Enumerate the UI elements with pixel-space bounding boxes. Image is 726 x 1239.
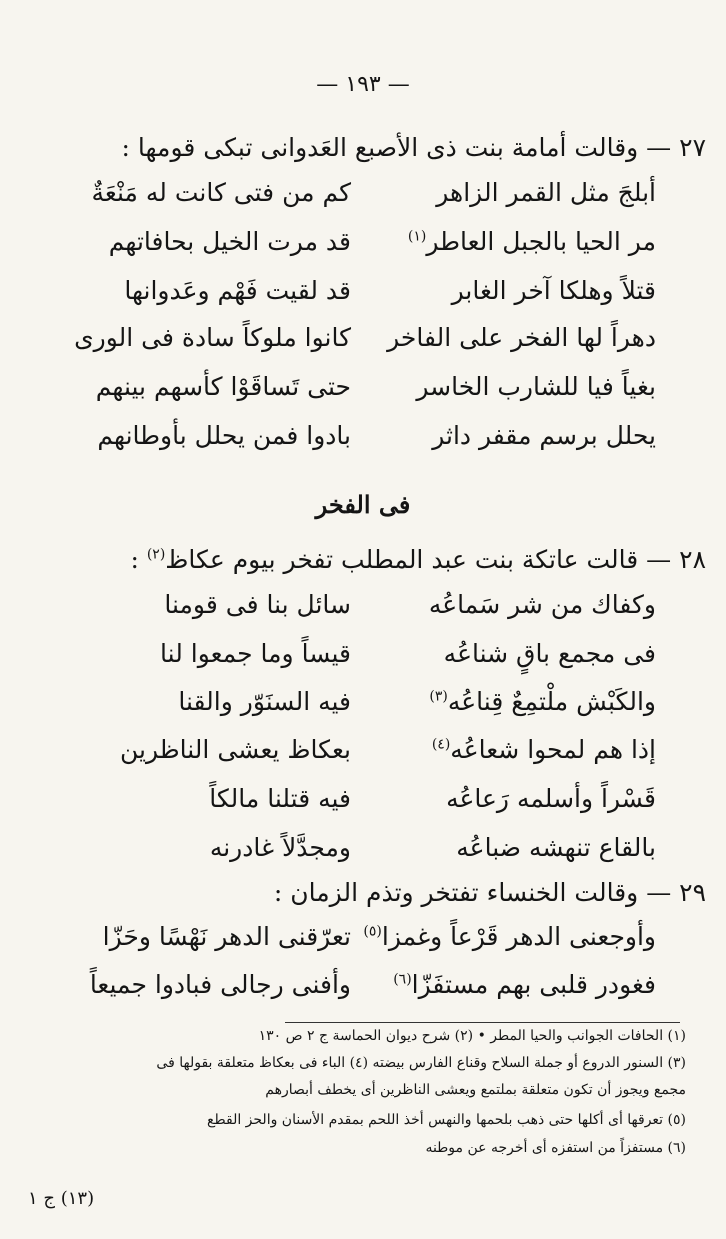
footnote-marker: (١): [407, 228, 427, 245]
verse-first-hemistich: فيه السنَوّر والقنا: [178, 687, 351, 716]
footnote-divider: [285, 1022, 680, 1023]
verse-second-hemistich-text: بغياً فيا للشارب الخاسر: [416, 372, 656, 401]
signature-mark: (١٣) ج ١: [28, 1188, 95, 1209]
footnote-line: (٣) السنور الدروع أو جملة السلاح وقناع الفارس بيضته (٤) الباء فى بعكاظ متعلقة بقولها فى: [156, 1055, 686, 1071]
verse-second-hemistich-text: بالقاع تنهشه ضباعُه: [456, 833, 656, 862]
poem-28-heading-colon: :: [130, 545, 147, 574]
footnote-marker: (٢): [146, 546, 166, 563]
verse-second-hemistich-text: إذا هم لمحوا شعاعُه: [450, 735, 656, 764]
poem-29-heading: ٢٩ — وقالت الخنساء تفتخر وتذم الزمان :: [273, 878, 706, 907]
footnote-line: (٥) تعرقها أى أكلها حتى ذهب بلحمها والنهس أخذ اللحم بمقدم الأسنان والحز القطع: [207, 1112, 686, 1128]
verse-second-hemistich-text: والكَبْش ملْتمِعٌ قِناعُه: [447, 687, 656, 716]
footnote-marker: (٣): [429, 688, 448, 705]
verse-second-hemistich: [366, 421, 656, 450]
poem-28-heading: [16, 545, 706, 574]
verse-first-hemistich: بادوا فمن يحلل بأوطانهم: [97, 421, 351, 450]
verse-first-hemistich: قد مرت الخيل بحافاتهم: [108, 227, 351, 256]
verse-second-hemistich: [366, 227, 656, 256]
verse-first-hemistich: ومجدَّلاً غادرنه: [209, 833, 351, 862]
poem-27-heading: ٢٧ — وقالت أمامة بنت ذى الأصبع العَدوانى تبكى قومها :: [121, 133, 706, 162]
verse-second-hemistich: [366, 687, 656, 716]
verse-first-hemistich: حتى تَساقَوْا كأسهم بينهم: [95, 372, 351, 401]
verse-first-hemistich: وأفنى رجالى فبادوا جميعاً: [89, 970, 351, 999]
verse-second-hemistich: [363, 922, 656, 951]
verse-first-hemistich: قد لقيت فَهْم وعَدوانها: [124, 276, 351, 305]
verse-second-hemistich-text: فى مجمع باقٍ شناعُه: [443, 639, 656, 668]
verse-first-hemistich: فيه قتلنا مالكاً: [209, 784, 351, 813]
footnote-line: مجمع ويجوز أن تكون متعلقة بملتمع ويعشى الناظرين أى يخطف أبصارهم: [265, 1082, 686, 1098]
verse-first-hemistich: قيساً وما جمعوا لنا: [160, 639, 351, 668]
verse-first-hemistich: كم من فتى كانت له مَنْعَةٌ: [91, 178, 351, 207]
footnote-line: (١) الحافات الجوانب والحيا المطر • (٢) شرح ديوان الحماسة ج ٢ ص ١٣٠: [258, 1028, 686, 1044]
verse-second-hemistich: [366, 970, 656, 999]
section-title: فى الفخر: [315, 490, 411, 519]
poem-28-heading-text: ٢٨ — قالت عاتكة بنت عبد المطلب تفخر بيوم عكاظ: [165, 545, 706, 574]
verse-second-hemistich: [366, 735, 656, 764]
verse-second-hemistich-text: دهراً لها الفخر على الفاخر: [387, 323, 656, 352]
verse-second-hemistich: [366, 372, 656, 401]
verse-second-hemistich: [366, 784, 656, 813]
verse-second-hemistich: [366, 590, 656, 619]
page-number: — ١٩٣ —: [316, 72, 410, 97]
verse-second-hemistich-text: وأوجعنى الدهر قَرْعاً وغمزا: [381, 922, 656, 951]
verse-second-hemistich-text: قتلاً وهلكا آخر الغابر: [451, 276, 656, 305]
verse-second-hemistich: [366, 276, 656, 305]
verse-second-hemistich-text: أبلجَ مثل القمر الزاهر: [436, 178, 656, 207]
footnote-marker: (٤): [431, 736, 451, 753]
verse-second-hemistich: [366, 178, 656, 207]
verse-first-hemistich: بعكاظ يعشى الناظرين: [119, 735, 351, 764]
verse-second-hemistich: [366, 323, 656, 352]
verse-first-hemistich: تعرّقنى الدهر نَهْسًا وحَزّا: [102, 922, 351, 951]
footnote-marker: (٦): [393, 971, 412, 988]
verse-first-hemistich: سائل بنا فى قومنا: [164, 590, 351, 619]
verse-second-hemistich-text: مر الحيا بالجبل العاطر: [426, 227, 656, 256]
verse-second-hemistich-text: يحلل برسم مقفر داثر: [432, 421, 656, 450]
footnote-line: (٦) مستفزاً من استفزه أى أخرجه عن موطنه: [425, 1140, 686, 1156]
verse-second-hemistich: [366, 639, 656, 668]
verse-second-hemistich-text: وكفاك من شر سَماعُه: [428, 590, 656, 619]
verse-first-hemistich: كانوا ملوكاً سادة فى الورى: [74, 323, 351, 352]
verse-second-hemistich: [366, 833, 656, 862]
verse-second-hemistich-text: فغودر قلبى بهم مستفَزّا: [411, 970, 656, 999]
footnote-marker: (٥): [363, 923, 382, 940]
verse-second-hemistich-text: قَسْراً وأسلمه رَعاعُه: [446, 784, 656, 813]
